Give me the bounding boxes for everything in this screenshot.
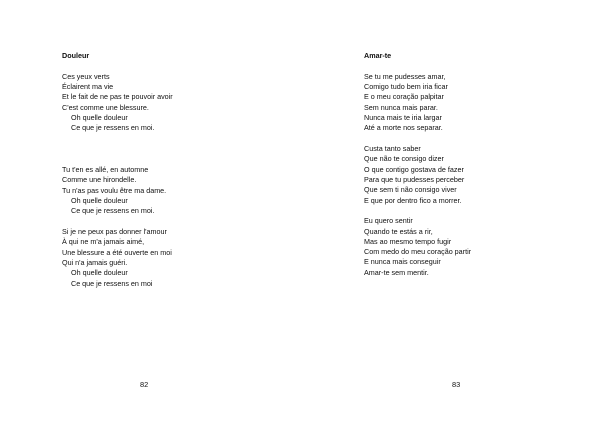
poem-line: Ce que je ressens en moi [71, 278, 153, 288]
stanza [62, 165, 173, 216]
stanza [62, 227, 173, 289]
poem-line: Ce que je ressens en moi. [71, 206, 155, 216]
poem-line: E nunca mais conseguir [364, 257, 441, 267]
poem-line: Oh quelle douleur [71, 113, 128, 123]
poem-line: Une blessure a été ouverte en moi [62, 247, 172, 257]
poem-line: Para que tu pudesses perceber [364, 174, 465, 184]
poem-line: Até a morte nos separar. [364, 123, 443, 133]
poem-line: Com medo do meu coração partir [364, 247, 472, 257]
stanza-list [62, 72, 173, 289]
poem-line: Et le fait de ne pas te pouvoir avoir [62, 92, 173, 102]
poem-line: O que contigo gostava de fazer [364, 164, 464, 174]
poem-line: Eu quero sentir [364, 216, 413, 226]
poem-title: Amar-te [364, 51, 392, 60]
poem-line: Oh quelle douleur [71, 268, 128, 278]
poem-line: C'est comme une blessure. [62, 102, 149, 112]
poem-line: Tu n'as pas voulu être ma dame. [62, 185, 167, 195]
poem-line: Nunca mais te iria largar [364, 113, 442, 123]
stanza [364, 72, 471, 134]
stanza-list [364, 72, 471, 278]
poem-line: Oh quelle douleur [71, 196, 128, 206]
stanza [364, 144, 471, 206]
poem-line: Comme une hirondelle. [62, 175, 137, 185]
poem-line: Tu t'en es allé, en automne [62, 165, 149, 175]
poem-line: Ce que je ressens en moi. [71, 123, 155, 133]
poem-title: Douleur [62, 51, 90, 60]
poem-line: Amar-te sem mentir. [364, 267, 429, 277]
poem-line: Qui n'a jamais guéri. [62, 257, 128, 267]
stanza [62, 72, 173, 134]
poem-line: Quando te estás a rir, [364, 226, 433, 236]
poem-line: Se tu me pudesses amar, [364, 71, 446, 81]
poem-line: Comigo tudo bem iria ficar [364, 82, 448, 92]
poem-line: Si je ne peux pas donner l'amour [62, 227, 167, 237]
poem-line: Sem nunca mais parar. [364, 102, 438, 112]
page-number: 83 [452, 380, 461, 389]
poem-line: Ces yeux verts [62, 71, 110, 81]
poem-line: À qui ne m'a jamais aimé, [62, 237, 145, 247]
stanza [364, 216, 471, 278]
poem-line: Custa tanto saber [364, 144, 421, 154]
poem-line: E que por dentro fico a morrer. [364, 195, 462, 205]
right-page [300, 0, 600, 425]
poem-line: Que sem ti não consigo viver [364, 185, 457, 195]
poem-douleur [62, 51, 173, 299]
poem-line: E o meu coração palpitar [364, 92, 444, 102]
poem-amar-te [364, 51, 471, 288]
poem-line: Mas ao mesmo tempo fugir [364, 236, 452, 246]
poem-line: Éclairent ma vie [62, 82, 114, 92]
poem-line: Que não te consigo dizer [364, 154, 444, 164]
page-number: 82 [140, 380, 149, 389]
